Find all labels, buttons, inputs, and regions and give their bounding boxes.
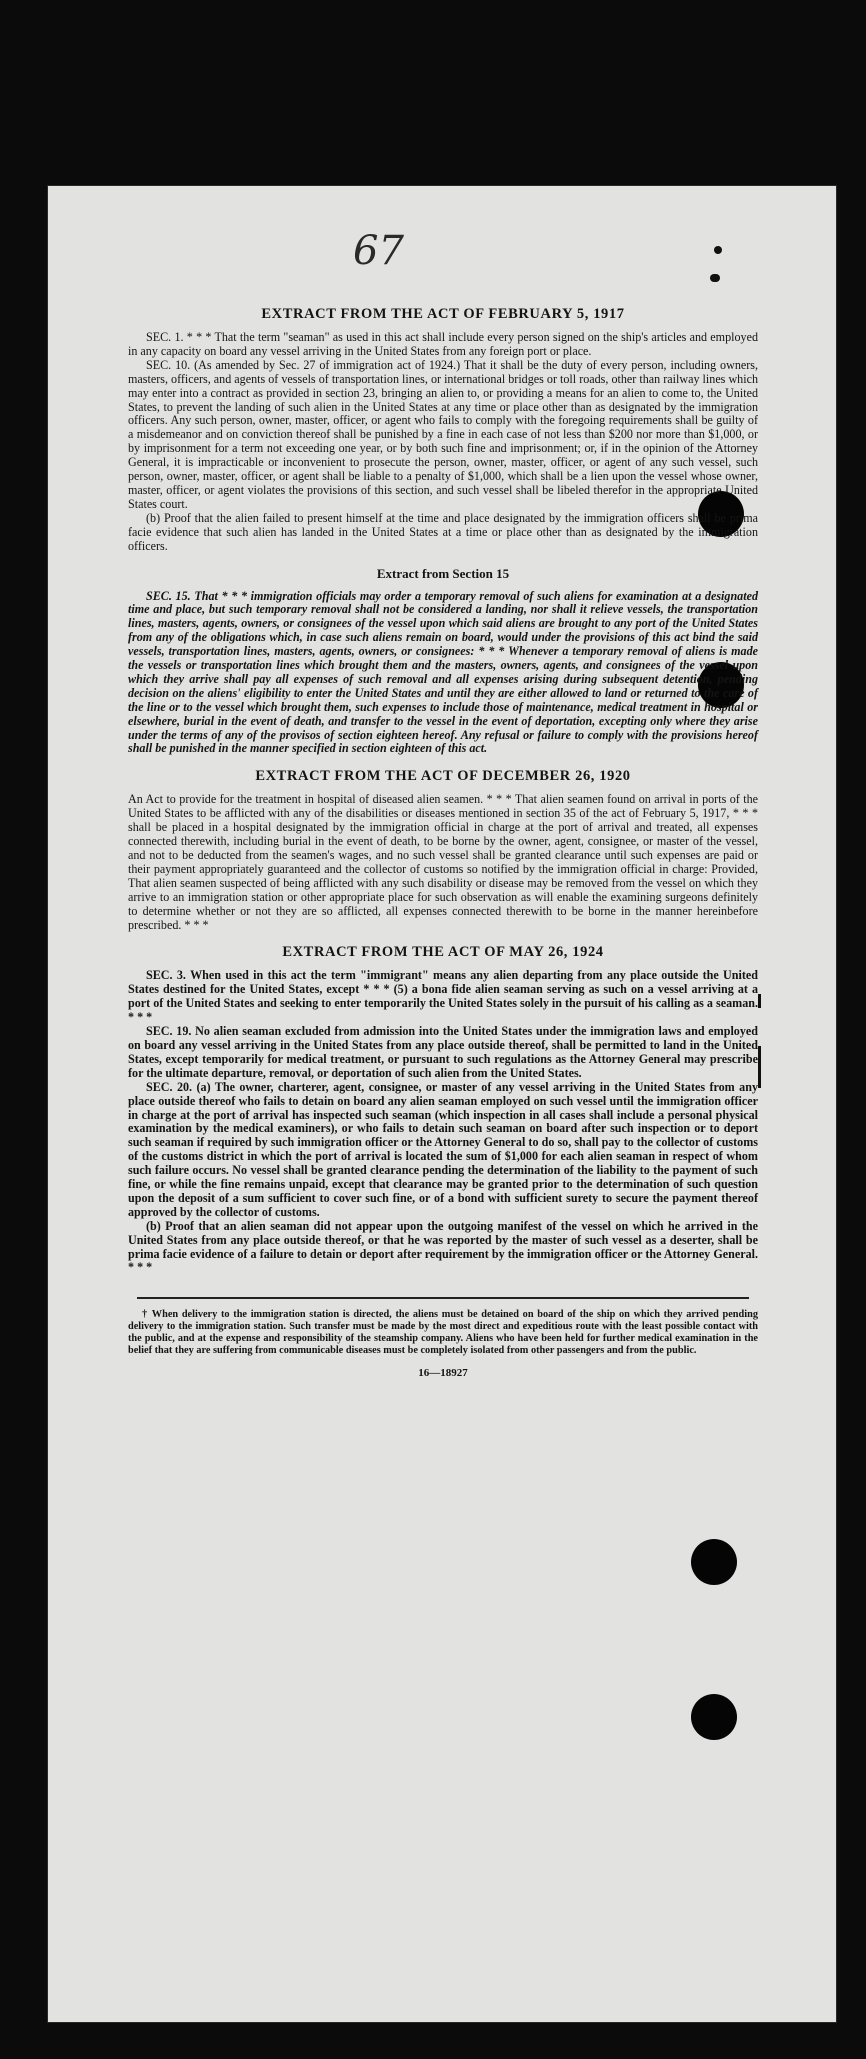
heading-act-1924: EXTRACT FROM THE ACT OF MAY 26, 1924 — [282, 944, 604, 961]
form-number: 16—18927 — [418, 1367, 468, 1380]
heading-act-1917: EXTRACT FROM THE ACT OF FEBRUARY 5, 1917 — [261, 306, 625, 322]
paragraph-sec-3: SEC. 3. When used in this act the term "immigrant" means any alien departing from any place outside the United States destined for the United States, except * * * (5) a bona fide alien seaman serving as such on a vessel arriving at a port of the United States and seeking to enter temporarily the United States solely in the pursuit of his calling as a seaman. * * * — [128, 968, 758, 1025]
paragraph-sec-15: SEC. 15. That * * * immigration officials may order a temporary removal of such aliens for examination at a designated time and place, but such temporary removal shall not be considered a landing, nor shall it relieve vessels, the transportation lines, masters, agents, owners, or consignees of the vessel upon which said aliens are brought to any port of the United States from any of the obligations which, in case such aliens remain on board, would under the provisions of this act bind the said vessels, transportation lines, masters, agents, owners, or consignees: * * * Whenever a temporary removal of aliens is made the vessels or transportation lines which brought them and the masters, owners, agents, and consignees of the vessel upon which they arrive shall pay all expenses of such removal and all expenses arising during subsequent detention, pending decision on the aliens' eligibility to enter the United States and until they are either allowed to land or returned to the care of the line or to the vessel which brought them, such expenses to include those of maintenance, medical treatment in hospital or elsewhere, burial in the event of death, and transfer to the vessel in the event of deportation, excepting only where they arise under the terms of any of the provisos of section eighteen hereof. Any refusal or failure to comply with the provisions hereof shall be punished in the manner specified in section eighteen of this act. — [128, 588, 758, 756]
margin-mark — [710, 274, 720, 282]
document-page — [48, 186, 836, 2022]
paragraph-sec-10: SEC. 10. (As amended by Sec. 27 of immigration act of 1924.) That it shall be the duty of every person, including owners, masters, officers, and agents of vessels of transportation lines, or international bridges or toll roads, other than railway lines which may enter into a contract as provided in section 23, bringing an alien to, or providing a means for an alien to come to, the United States, to prevent the landing of such alien in the United States at any time or place other than as designated by the immigration officers. Any such person, owner, master, officer, or agent who fails to comply with the foregoing requirements shall be guilty of a misdemeanor and on conviction thereof shall be punished by a fine in each case of not less than $200 nor more than $1,000, or by imprisonment for a term not exceeding one year, or by both such fine and imprisonment; or, if in the opinion of the Attorney General, it is impracticable or inconvenient to prosecute the person, owner, master, officer, or agent of any such vessel, such person, owner, master, officer, or agent shall be liable to a penalty of $1,000, which shall be a lien upon the vessel whose owner, master, officer, or agent violates the provisions of this section, and such vessel shall be libeled therefor in the appropriate United States court. — [128, 357, 758, 511]
margin-mark — [758, 1046, 761, 1088]
paragraph-sec-1: SEC. 1. * * * That the term "seaman" as used in this act shall include every person signed on the ship's articles and employed in any capacity on board any vessel arriving in the United States from any foreign port or place. — [128, 330, 758, 358]
paragraph-sec-19: SEC. 19. No alien seaman excluded from admission into the United States under the immigration laws and employed on board any vessel arriving in the United States from any place outside thereof, shall be permitted to land in the United States, except temporarily for medical treatment, or pursuant to such regulations as the Attorney General may prescribe for the ultimate departure, removal, or deportation of such alien from the United States. — [128, 1024, 758, 1080]
margin-mark — [758, 994, 761, 1008]
heading-section-15: Extract from Section 15 — [376, 565, 510, 581]
paragraph-sec-20b: (b) Proof that an alien seaman did not appear upon the outgoing manifest of the vessel on which he arrived in the United States from any place outside thereof, or that he was reported by the master of such vessel as a deserter, shall be prima facie evidence of a failure to detain or deport after requirement by the immigration officer or the Attorney General. * * * — [128, 1218, 758, 1275]
document-body — [128, 306, 758, 1379]
handwritten-page-number: 67 — [353, 228, 404, 274]
footnote: † When delivery to the immigration station is directed, the aliens must be detained on board of the ship on which they arrived pending delivery to the immigration station. Such transfer must be made by the most direct and expeditious route with the least possible contact with the public, and at the expense and responsibility of the steamship company. Aliens who have been held for further medical examination in the belief that they are suffering from communicable diseases must be completely isolated from other passengers and from the public. — [128, 1309, 758, 1357]
margin-mark — [714, 246, 722, 254]
paragraph-sec-10b: (b) Proof that the alien failed to present himself at the time and place designated by the immigration officers shall be prima facie evidence that such alien has landed in the United States at a time or place other than as designated by the immigration officers. — [128, 510, 758, 553]
heading-act-1920: EXTRACT FROM THE ACT OF DECEMBER 26, 1920 — [255, 768, 631, 785]
footnote-divider — [137, 1297, 749, 1299]
paragraph-sec-20a: SEC. 20. (a) The owner, charterer, agent, consignee, or master of any vessel arriving in the United States from any place outside thereof who fails to detain on board any alien seaman employed on such vessel until the immigration officer in charge at the port of arrival has inspected such seaman (which inspection in all cases shall include a personal physical examination by the medical examiners), or who fails to detain such seaman on board after such inspection or to deport such seaman if required by such immigration officer or the Attorney General to do so, shall pay to the collector of customs of the customs district in which the port of arrival is located the sum of $1,000 for each alien seaman in respect of whom such failure occurs. No vessel shall be granted clearance pending the determination of the liability to the payment of such fine, or while the fine remains unpaid, except that clearance may be granted prior to the determination of such question upon the deposit of a sum sufficient to cover such fine, or of a bond with sufficient surety to secure the payment thereof approved by the collector of customs. — [128, 1079, 758, 1219]
punch-hole-4 — [691, 1694, 737, 1740]
punch-hole-3 — [691, 1539, 737, 1585]
paragraph-act-1920: An Act to provide for the treatment in hospital of diseased alien seamen. * * * That alien seamen found on arrival in ports of the United States to be afflicted with any of the disabilities or diseases mentioned in section 35 of the act of February 5, 1917, * * * shall be placed in a hospital designated by the immigration official in charge at the port of arrival and treated, all expenses connected therewith, including burial in the event of death, to be borne by the owner, agent, consignee, or master of the vessel, and not to be deducted from the seamen's wages, and no such vessel shall be granted clearance until such expenses are paid or their payment appropriately guaranteed and the collector of customs so notified by the immigration official in charge: Provided, That alien seamen suspected of being afflicted with any such disability or disease may be removed from the vessel on which they arrive to an immigration station or other appropriate place for such observation as will enable the examining surgeons definitely to determine whether or not they are so afflicted, all expenses connected therewith to be borne in the manner hereinbefore prescribed. * * * — [128, 792, 758, 932]
